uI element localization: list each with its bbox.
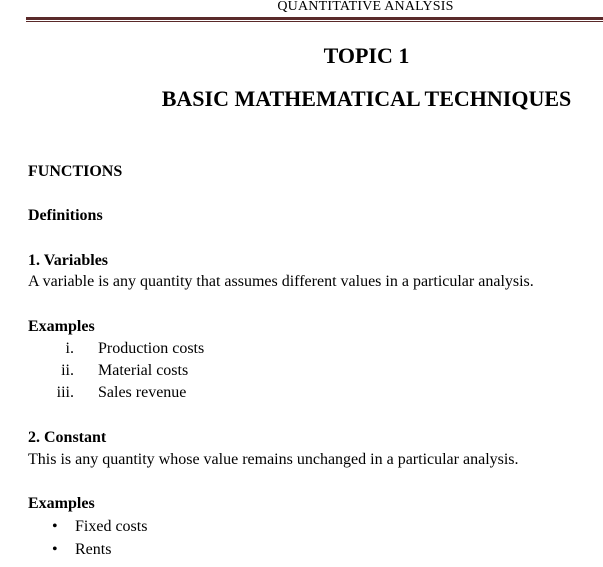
chapter-title: BASIC MATHEMATICAL TECHNIQUES xyxy=(161,86,572,111)
list-item-number: ii. xyxy=(61,362,74,379)
variables-heading: 1. Variables xyxy=(28,252,109,269)
list-item: Rents xyxy=(75,541,112,558)
running-header: QUANTITATIVE ANALYSIS xyxy=(277,0,454,14)
constant-heading: 2. Constant xyxy=(28,429,107,446)
list-item: Material costs xyxy=(98,362,189,379)
topic-title: TOPIC 1 xyxy=(323,43,410,68)
list-item: Fixed costs xyxy=(75,518,148,535)
variables-definition: A variable is any quantity that assumes different values in a particular analysis. xyxy=(28,273,534,290)
variables-examples-heading: Examples xyxy=(28,318,95,335)
bullet-icon: • xyxy=(52,541,58,558)
header-rule xyxy=(26,17,603,20)
constant-examples-heading: Examples xyxy=(28,495,95,512)
list-item: Sales revenue xyxy=(98,384,187,401)
section-heading: FUNCTIONS xyxy=(28,163,123,180)
constant-definition: This is any quantity whose value remains unchanged in a particular analysis. xyxy=(28,451,519,468)
list-item-number: i. xyxy=(65,340,74,357)
bullet-icon: • xyxy=(52,518,58,535)
list-item-number: iii. xyxy=(56,384,74,401)
header-rule-thin xyxy=(26,21,603,22)
definitions-heading: Definitions xyxy=(28,207,103,224)
list-item: Production costs xyxy=(98,340,205,357)
